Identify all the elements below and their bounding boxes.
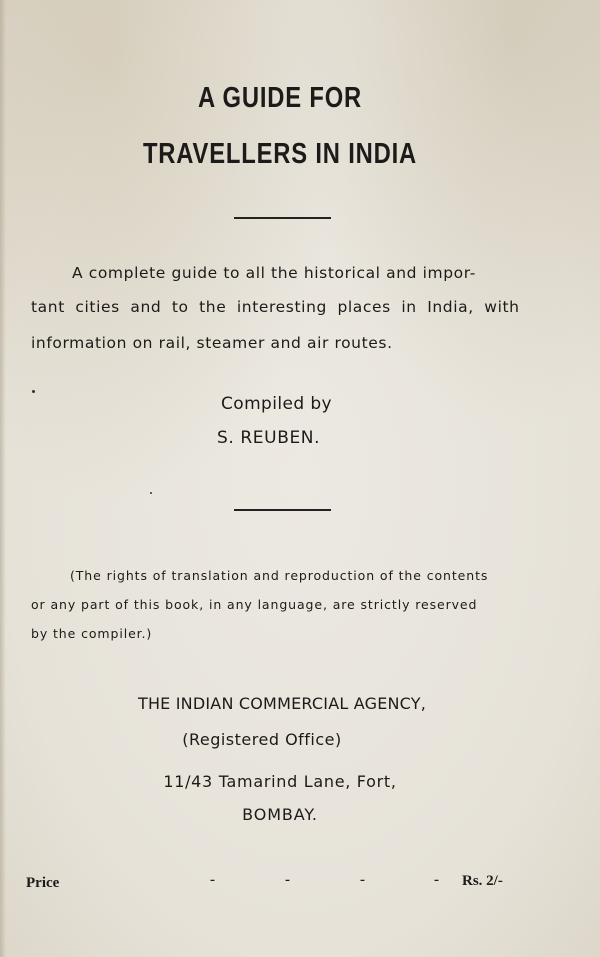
paper-speck xyxy=(32,390,35,393)
description-line-1: A complete guide to all the historical and impor- xyxy=(72,264,476,282)
publisher-name: THE INDIAN COMMERCIAL AGENCY, xyxy=(137,694,427,713)
book-title-line-2: TRAVELLERS IN INDIA xyxy=(142,138,418,170)
price-leader-dash: - xyxy=(285,872,290,888)
compiled-by-label: Compiled by xyxy=(221,394,332,414)
rights-line-2: or any part of this book, in any language, are strictly reserved xyxy=(31,597,478,612)
divider-top xyxy=(234,217,331,219)
price-leader-dash: - xyxy=(210,872,215,888)
paper-speck xyxy=(150,492,152,494)
price-label: Price xyxy=(26,875,60,891)
price-leader-dash: - xyxy=(360,872,365,888)
description-line-2: tant cities and to the interesting places in India, with xyxy=(31,298,520,316)
book-title-line-1: A GUIDE FOR xyxy=(197,82,363,114)
publisher-address: 11/43 Tamarind Lane, Fort, xyxy=(163,772,397,791)
rights-line-3: by the compiler.) xyxy=(31,626,153,641)
rights-line-1: (The rights of translation and reproduction of the contents xyxy=(70,568,489,583)
price-value: Rs. 2/- xyxy=(462,873,503,889)
price-leader-dash: - xyxy=(434,872,439,888)
publisher-office: (Registered Office) xyxy=(182,730,342,749)
publisher-city: BOMBAY. xyxy=(242,805,318,824)
divider-bottom xyxy=(234,509,331,511)
description-line-3: information on rail, steamer and air routes. xyxy=(31,334,393,352)
author-name: S. REUBEN. xyxy=(217,428,321,448)
